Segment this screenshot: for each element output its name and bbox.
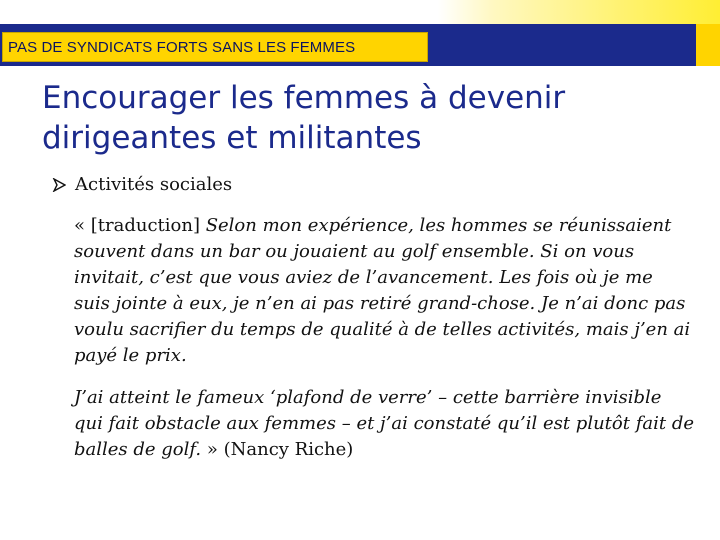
bullet-item bbox=[52, 172, 232, 198]
quote-attribution: » (Nancy Riche) bbox=[201, 439, 354, 460]
quote-text-1: Selon mon expérience, les hommes se réunissaient souvent dans un bar ou jouaient au golf ensemble. Si on vous invitait, c’est que vous aviez de l’avancement. Les fois où je me suis jointe à eux, je n’en ai pas retiré grand-chose. Je n’ai donc pas voulu sacrifier du temps de qualité à de telles activités, mais j’en ai payé le prix. bbox=[74, 215, 691, 366]
slide-title-line-2: dirigeantes et militantes bbox=[42, 120, 422, 156]
quote-paragraph-1 bbox=[74, 213, 694, 369]
top-stripe-accent bbox=[438, 0, 720, 24]
quote-lead: « [traduction] bbox=[74, 215, 206, 236]
arrow-bullet-icon bbox=[52, 178, 66, 192]
top-stripe bbox=[0, 0, 720, 24]
slide-title-line-1: Encourager les femmes à devenir bbox=[42, 80, 566, 116]
banner-label: PAS DE SYNDICATS FORTS SANS LES FEMMES bbox=[2, 32, 428, 62]
bullet-label: Activités sociales bbox=[75, 174, 233, 195]
quote-text-2: J’ai atteint le fameux ‘plafond de verre’ – cette barrière invisible qui fait obstacle aux femmes – et j’ai constaté qu’il est plutôt fait de balles de golf. bbox=[74, 387, 694, 460]
slide-title bbox=[42, 78, 682, 158]
quote-paragraph-2 bbox=[74, 385, 694, 463]
banner-corner-accent bbox=[696, 24, 720, 66]
